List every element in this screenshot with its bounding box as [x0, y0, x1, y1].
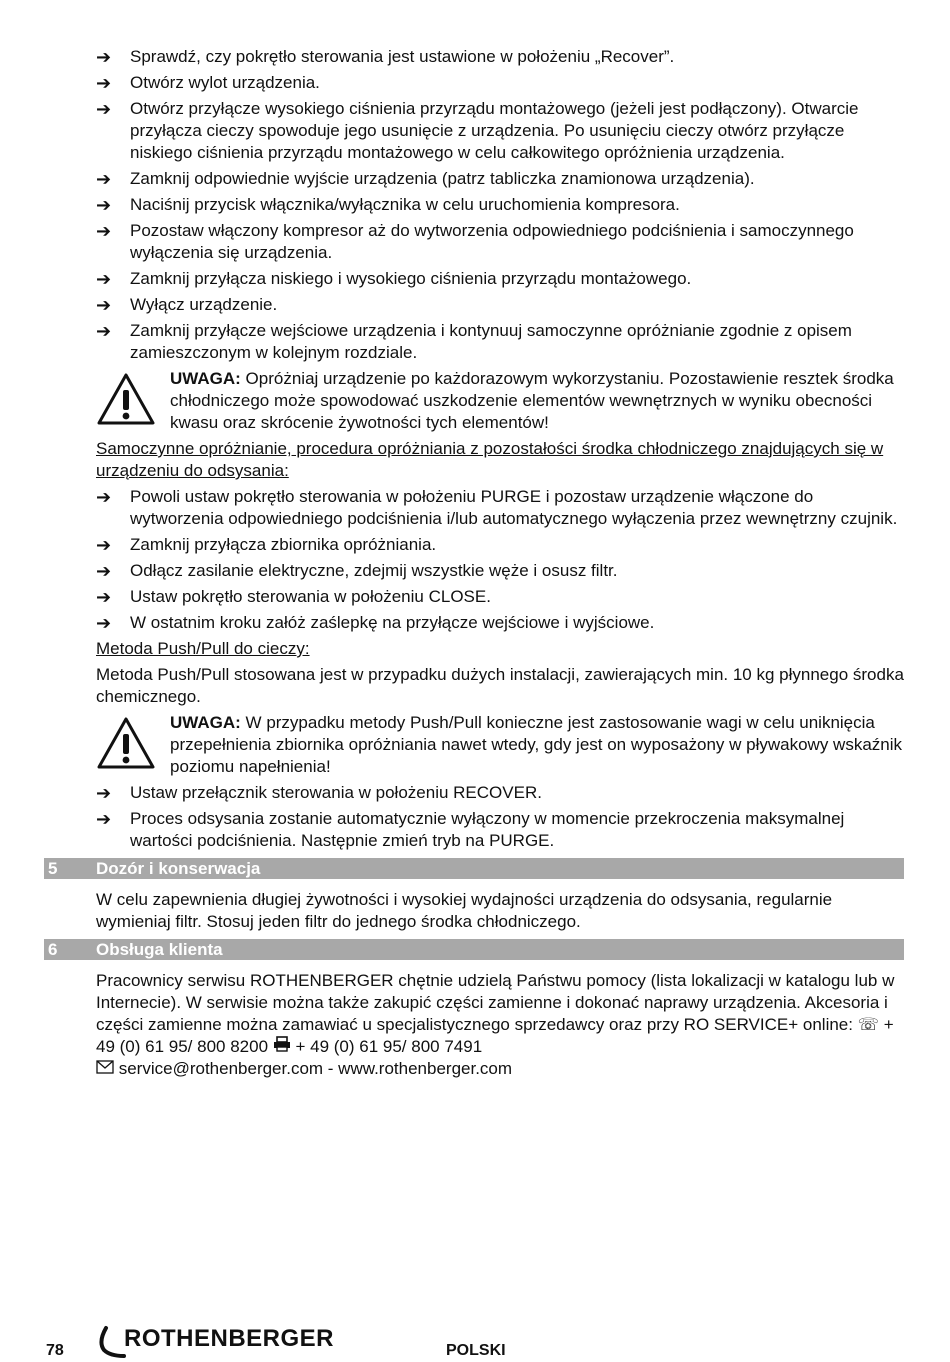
paragraph-customer-service — [96, 970, 904, 1080]
list-item: ➔ Proces odsysania zostanie automatycznie wyłączony w momencie przekroczenia maksymalnej wartości podciśnienia. Następnie zmień tryb na PURGE. — [96, 809, 845, 850]
service-text: Pracownicy serwisu ROTHENBERGER chętnie udzielą Państwu pomocy (lista lokalizacji w katalogu lub w Internecie). W serwisie można także zakupić części zamienne i dokonać naprawy urządzenia. Akcesoria i części zamienne można zamawiać u specjalistycznego sprzedawcy oraz przy RO SERVICE+ online: — [96, 971, 895, 1034]
arrow-right-icon: ➔ — [96, 487, 112, 507]
warning-text: Opróżniaj urządzenie po każdorazowym wykorzystaniu. Pozostawienie resztek środka chłodniczego może spowodować uszkodzenie elementów wewnętrznych w wyniku obecności kwasu oraz skrócenie żywotności tych elementów! — [170, 369, 894, 432]
brand-logo — [96, 1324, 346, 1358]
arrow-right-icon: ➔ — [96, 221, 112, 241]
warning-triangle-icon — [96, 372, 156, 426]
list-item: ➔ W ostatnim kroku załóż zaślepkę na przyłącze wejściowe i wyjściowe. — [96, 613, 655, 633]
section-title: Obsługa klienta — [96, 940, 223, 959]
arrow-right-icon: ➔ — [96, 783, 112, 803]
arrow-right-icon: ➔ — [96, 321, 112, 341]
brand-name: ROTHENBERGER — [124, 1325, 335, 1352]
warning-note — [96, 712, 904, 778]
list-item: ➔ Zamknij przyłącza zbiornika opróżniania. — [96, 535, 437, 555]
arrow-right-icon: ➔ — [96, 47, 112, 67]
list-item: ➔ Zamknij przyłącza niskiego i wysokiego ciśnienia przyrządu montażowego. — [96, 269, 692, 289]
fax-icon — [273, 1036, 291, 1052]
subheading-push-pull: Metoda Push/Pull do cieczy: — [96, 639, 310, 658]
arrow-right-icon: ➔ — [96, 269, 112, 289]
steps-list-push-pull — [96, 782, 904, 852]
arrow-right-icon: ➔ — [96, 169, 112, 189]
arrow-right-icon: ➔ — [96, 809, 112, 829]
steps-list-recover — [96, 46, 904, 364]
warning-title: UWAGA: — [170, 713, 241, 732]
language-label: POLSKI — [446, 1342, 506, 1359]
list-item: ➔ Wyłącz urządzenie. — [96, 295, 278, 315]
warning-note — [96, 368, 904, 434]
page-number: 78 — [46, 1342, 64, 1359]
list-item: ➔ Odłącz zasilanie elektryczne, zdejmij wszystkie węże i osusz filtr. — [96, 561, 618, 581]
warning-text: W przypadku metody Push/Pull konieczne jest zastosowanie wagi w celu uniknięcia przepełnienia zbiornika opróżniania nawet wtedy, gdy jest on wyposażony w pływakowy wskaźnik poziomu napełnienia! — [170, 713, 903, 776]
arrow-right-icon: ➔ — [96, 561, 112, 581]
arrow-right-icon: ➔ — [96, 73, 112, 93]
section-header-maintenance — [44, 858, 904, 879]
list-item: ➔ Zamknij przyłącze wejściowe urządzenia i kontynuuj samoczynne opróżnianie zgodnie z opisem zamieszczonym w kolejnym rozdziale. — [96, 321, 852, 362]
list-item: ➔ Otwórz przyłącze wysokiego ciśnienia przyrządu montażowego (jeżeli jest podłączony). Otwarcie przyłącza cieczy spowoduje jego usunięcie z urządzenia. Po usunięciu cieczy otwórz przyłącze niskiego ciśnienia przyrządu montażowego w celu całkowitego opróżnienia urządzenia. — [96, 99, 859, 162]
email-and-website: service@rothenberger.com - www.rothenberger.com — [114, 1059, 513, 1078]
warning-title: UWAGA: — [170, 369, 241, 388]
list-item: ➔ Naciśnij przycisk włącznika/wyłącznika w celu uruchomienia kompresora. — [96, 195, 680, 215]
page-content — [48, 46, 904, 1084]
arrow-right-icon: ➔ — [96, 587, 112, 607]
logo-swoosh-icon — [96, 1324, 126, 1358]
list-item: ➔ Zamknij odpowiednie wyjście urządzenia (patrz tabliczka znamionowa urządzenia). — [96, 169, 755, 189]
section-number: 5 — [48, 859, 58, 878]
list-item: ➔ Sprawdź, czy pokrętło sterowania jest ustawione w położeniu „Recover”. — [96, 47, 675, 67]
list-item: ➔ Powoli ustaw pokrętło sterowania w położeniu PURGE i pozostaw urządzenie włączone do wytworzenia odpowiedniego podciśnienia i/lub automatycznego wyłączenia przez wewnętrzny czujnik. — [96, 487, 898, 528]
section-number: 6 — [48, 940, 58, 959]
phone-number: + 49 (0) 61 95/ 800 8200 — [96, 1015, 894, 1056]
paragraph-push-pull: Metoda Push/Pull stosowana jest w przypadku dużych instalacji, zawierających min. 10 kg płynnego środka chemicznego. — [96, 665, 904, 706]
list-item: ➔ Ustaw przełącznik sterowania w położeniu RECOVER. — [96, 783, 542, 803]
steps-list-purge — [96, 486, 904, 634]
list-item: ➔ Pozostaw włączony kompresor aż do wytworzenia odpowiedniego podciśnienia i samoczynnego wyłączenia się urządzenia. — [96, 221, 854, 262]
fax-number: + 49 (0) 61 95/ 800 7491 — [290, 1037, 483, 1056]
arrow-right-icon: ➔ — [96, 99, 112, 119]
section-header-customer-service — [44, 939, 904, 960]
page-footer — [0, 1318, 950, 1362]
list-item: ➔ Ustaw pokrętło sterowania w położeniu CLOSE. — [96, 587, 491, 607]
warning-triangle-icon — [96, 716, 156, 770]
section-title: Dozór i konserwacja — [96, 859, 261, 878]
arrow-right-icon: ➔ — [96, 295, 112, 315]
arrow-right-icon: ➔ — [96, 613, 112, 633]
subheading-auto-purge: Samoczynne opróżnianie, procedura opróżniania z pozostałości środka chłodniczego znajdujących się w urządzeniu do odsysania: — [96, 439, 884, 480]
envelope-icon — [96, 1060, 114, 1074]
arrow-right-icon: ➔ — [96, 535, 112, 555]
arrow-right-icon: ➔ — [96, 195, 112, 215]
paragraph-maintenance: W celu zapewnienia długiej żywotności i wysokiej wydajności urządzenia do odsysania, regularnie wymieniaj filtr. Stosuj jeden filtr do jednego środka chłodniczego. — [96, 890, 833, 931]
list-item: ➔ Otwórz wylot urządzenia. — [96, 73, 320, 93]
phone-icon: ☏ — [857, 1015, 879, 1034]
